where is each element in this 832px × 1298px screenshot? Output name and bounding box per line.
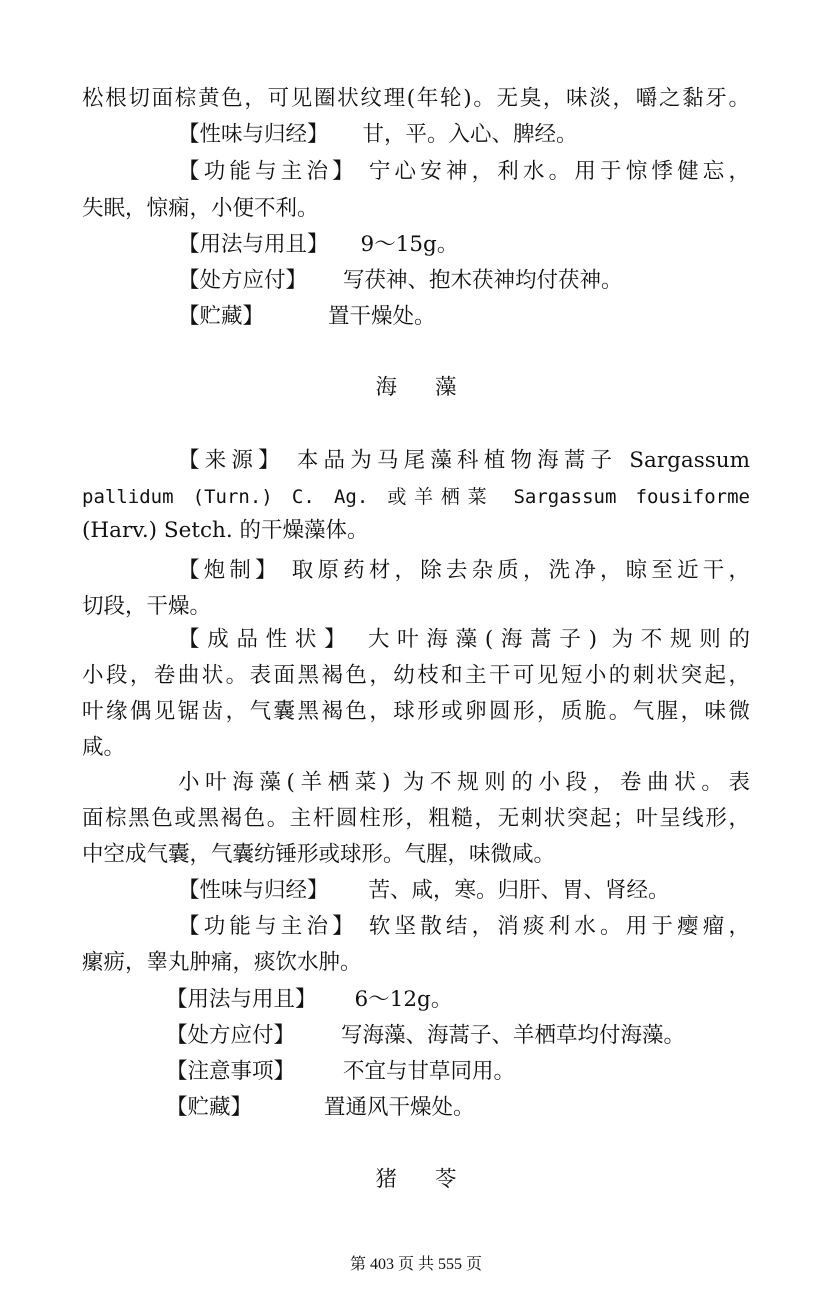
section-zhucang	[178, 302, 436, 332]
section-text: 软坚散结，消痰利水。用于瘿瘤，	[368, 914, 750, 939]
section-text: 9～15g。	[360, 232, 459, 257]
section-text: 本品为马尾藻科植物海蒿子 Sargassum	[296, 448, 750, 473]
section-label: 【贮藏】	[178, 304, 265, 329]
section-text: 苦、咸，寒。归肝、胃、肾经。	[368, 878, 670, 903]
section-text: 置通风干燥处。	[324, 1095, 475, 1120]
section-title-haizao: 海 藻	[375, 375, 457, 400]
page-footer: 第 403 页 共 555 页	[349, 1256, 482, 1273]
section-yongfa	[166, 985, 452, 1015]
section-text: 6～12g。	[354, 987, 453, 1012]
paragraph-line: 中空成气囊，气囊纺锤形或球形。气腥，味微咸。	[82, 842, 556, 867]
section-label: 【炮制】	[178, 558, 281, 583]
paragraph-line: 松根切面棕黄色，可见圈状纹理(年轮)。无臭，味淡，嚼之黏牙。	[82, 86, 750, 111]
section-xingwei	[178, 120, 578, 150]
section-chufang	[178, 266, 623, 296]
variety-name: 小叶海藻(羊栖菜)	[178, 770, 391, 795]
paragraph-line: 小段，卷曲状。表面黑褐色，幼枝和主干可见短小的刺状突起，	[82, 663, 750, 688]
section-text: 写茯神、抱木茯神均付茯神。	[343, 268, 623, 293]
section-paozhi	[178, 556, 750, 586]
section-label: 【性味与归经】	[178, 878, 329, 903]
section-text: 甘，平。入心、脾经。	[362, 122, 578, 147]
section-gongneng	[178, 157, 750, 187]
section-label: 【性味与归经】	[178, 122, 329, 147]
paragraph-line: 面棕黑色或黑褐色。主杆圆柱形，粗糙，无刺状突起；叶呈线形，	[82, 806, 750, 831]
section-label: 【来源】	[178, 448, 285, 473]
variety-name: 大叶海藻(海蒿子)	[367, 627, 597, 652]
paragraph-line: 叶缘偶见锯齿，气囊黑褐色，球形或卵圆形，质脆。气腥，味微	[82, 699, 750, 724]
paragraph-line: (Harv.) Setch. 的干燥藻体。	[82, 518, 369, 543]
section-text: 为不规则的	[611, 627, 750, 652]
section-text: 写海藻、海蒿子、羊栖草均付海藻。	[341, 1023, 686, 1048]
paragraph-line: 瘰疬，睾丸肿痛，痰饮水肿。	[82, 950, 362, 975]
section-text: 不宜与甘草同用。	[343, 1059, 516, 1084]
section-text: 置干燥处。	[328, 304, 436, 329]
section-label: 【贮藏】	[166, 1095, 253, 1120]
section-title-zhuling: 猪 苓	[375, 1167, 457, 1192]
section-label: 【用法与用且】	[178, 232, 329, 257]
paragraph-line: 切段，干燥。	[82, 594, 212, 619]
section-xingzhuang	[178, 625, 750, 655]
paragraph-line: pallidum (Turn.) C. Ag. 或羊栖菜 Sargassum fousiforme	[82, 486, 750, 508]
section-label: 【成品性状】	[178, 627, 354, 652]
paragraph-line: 失眠，惊痫，小便不利。	[82, 196, 319, 221]
section-text: 宁心安神，利水。用于惊悸健忘，	[368, 159, 750, 184]
paragraph-line: 咸。	[82, 735, 126, 760]
section-label: 【注意事项】	[166, 1059, 296, 1084]
section-chufang	[166, 1021, 685, 1051]
variety-xiaoye	[178, 768, 750, 798]
section-text: 为不规则的小段，卷曲状。表	[402, 770, 750, 795]
section-label: 【用法与用且】	[166, 987, 317, 1012]
section-label: 【处方应付】	[166, 1023, 296, 1048]
section-label: 【功能与主治】	[178, 159, 358, 184]
section-zhuyi	[166, 1057, 515, 1087]
section-xingwei	[178, 876, 670, 906]
section-gongneng	[178, 912, 750, 942]
section-label: 【功能与主治】	[178, 914, 358, 939]
section-text: 取原药材，除去杂质，洗净，晾至近干，	[291, 558, 750, 583]
section-yongfa	[178, 230, 458, 260]
section-laiyuan	[178, 446, 750, 476]
section-label: 【处方应付】	[178, 268, 308, 293]
section-zhucang	[166, 1093, 475, 1123]
